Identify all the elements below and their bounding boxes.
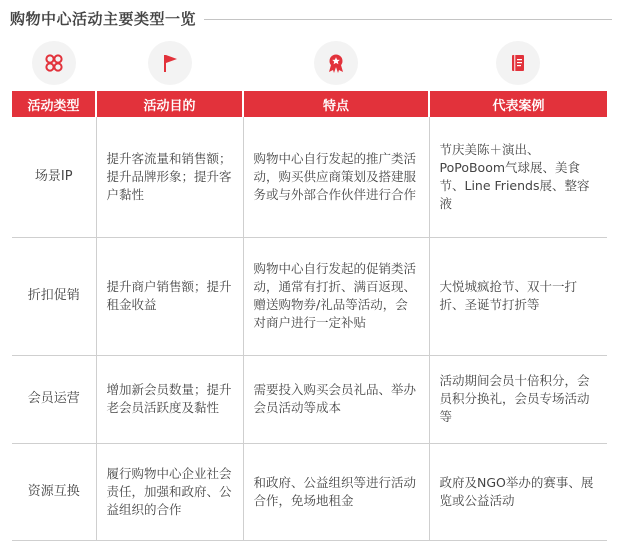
cell-feature: 和政府、公益组织等进行活动合作，免场地租金 [243, 443, 429, 540]
title-divider [204, 19, 612, 20]
header-feature: 特点 [243, 91, 429, 117]
cell-cases: 活动期间会员十倍积分，会员积分换礼，会员专场活动等 [429, 355, 607, 443]
table-row [12, 117, 607, 237]
cell-purpose: 提升客流量和销售额；提升品牌形象；提升客户黏性 [96, 117, 243, 237]
cell-cases: 大悦城疯抢节、双十一打折、圣诞节打折等 [429, 237, 607, 355]
table-row [12, 443, 607, 540]
table-header-row [12, 91, 607, 117]
cell-cases: 政府及NGO举办的赛事、展览或公益活动 [429, 443, 607, 540]
header-purpose: 活动目的 [96, 91, 243, 117]
cell-type: 会员运营 [12, 355, 96, 443]
activity-types-table [12, 91, 607, 541]
cell-purpose: 履行购物中心企业社会责任，加强和政府、公益组织的合作 [96, 443, 243, 540]
badge-icon [314, 41, 358, 85]
cell-purpose: 增加新会员数量；提升老会员活跃度及黏性 [96, 355, 243, 443]
cell-feature: 购物中心自行发起的促销类活动，通常有打折、满百返现、赠送购物券/礼品等活动，会对商户进行一定补贴 [243, 237, 429, 355]
icon-row [12, 38, 607, 88]
header-cases: 代表案例 [429, 91, 607, 117]
page-title: 购物中心活动主要类型一览 [10, 9, 197, 28]
table-row [12, 237, 607, 355]
cell-feature: 需要投入购买会员礼品、举办会员活动等成本 [243, 355, 429, 443]
cell-type: 资源互换 [12, 443, 96, 540]
header-activity-type: 活动类型 [12, 91, 96, 117]
cell-type: 折扣促销 [12, 237, 96, 355]
cluster-icon [32, 41, 76, 85]
flag-icon [148, 41, 192, 85]
cell-type: 场景IP [12, 117, 96, 237]
book-icon-cell [429, 38, 607, 88]
book-icon [496, 41, 540, 85]
table-row [12, 355, 607, 443]
cluster-icon-cell [12, 38, 96, 88]
cell-cases: 节庆美陈＋演出、PoPoBoom气球展、美食节、Line Friends展、整容液 [429, 117, 607, 237]
page-title-row [10, 6, 612, 30]
flag-icon-cell [96, 38, 243, 88]
cell-purpose: 提升商户销售额；提升租金收益 [96, 237, 243, 355]
cell-feature: 购物中心自行发起的推广类活动，购买供应商策划及搭建服务或与外部合作伙伴进行合作 [243, 117, 429, 237]
badge-icon-cell [243, 38, 429, 88]
